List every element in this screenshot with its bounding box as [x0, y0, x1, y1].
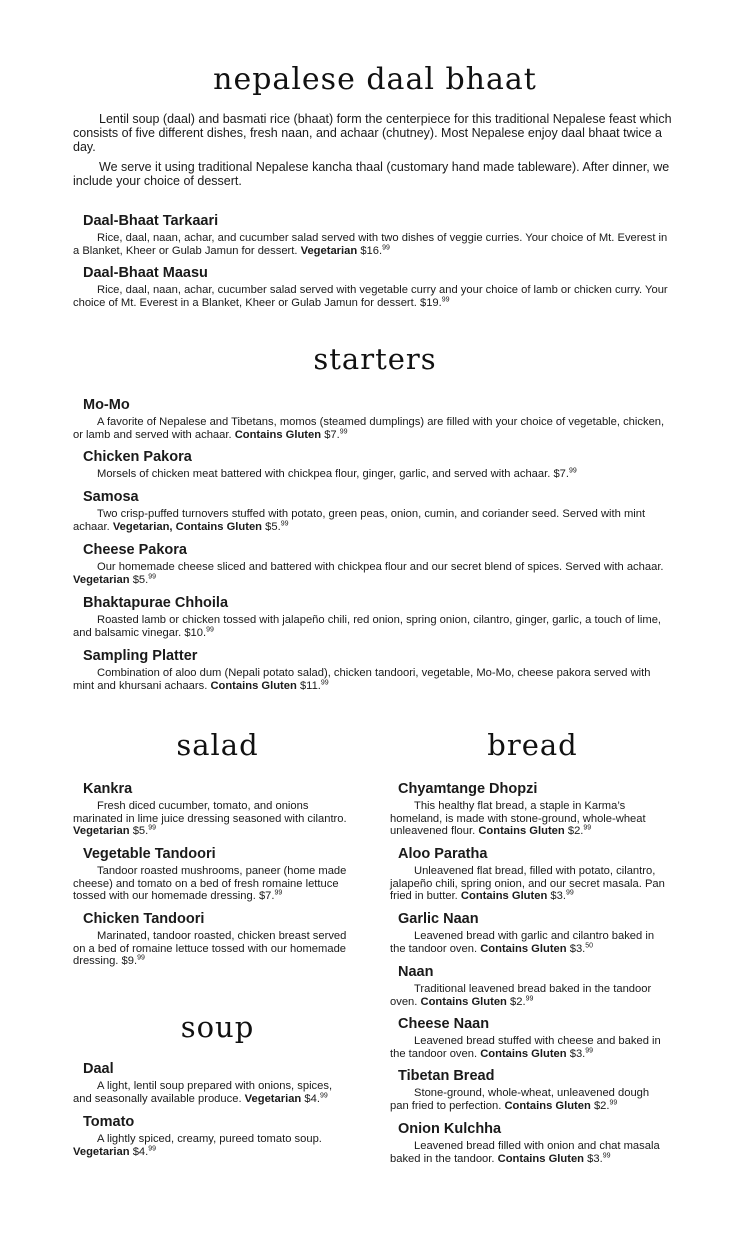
- item-name: Chicken Tandoori: [83, 911, 205, 927]
- item-description: Our homemade cheese sliced and battered with chickpea flour and our secret blend of spices. Served with achaar. Vegetarian $5.99: [73, 561, 664, 586]
- item-name: Tibetan Bread: [398, 1068, 495, 1084]
- item-description: A favorite of Nepalese and Tibetans, momos (steamed dumplings) are filled with your choice of vegetable, chicken, or lamb and served with achaar. Contains Gluten $7.99: [73, 416, 665, 441]
- item-price: $11.99: [299, 678, 329, 692]
- item-description: Two crisp-puffed turnovers stuffed with potato, green peas, onion, cumin, and coriander seed. Served with mint achaar. Vegetarian, Contains Gluten $5.99: [73, 508, 646, 533]
- menu-item: [390, 1015, 670, 1060]
- item-price: $2.99: [593, 1098, 618, 1112]
- item-price: $5.99: [132, 824, 157, 837]
- diet-tag: Contains Gluten: [497, 1152, 585, 1165]
- diet-tag: Vegetarian: [300, 244, 358, 257]
- item-name: Onion Kulchha: [398, 1121, 502, 1137]
- item-price: $9.99: [121, 954, 145, 967]
- item-description: This healthy flat bread, a staple in Karma’s homeland, is made with stone-ground, whole-wheat unleavened flour. Contains Gluten $2.99: [390, 800, 646, 837]
- item-description: Roasted lamb or chicken tossed with jalapeño chili, red onion, spring onion, cilantro, ginger, garlic, a touch of lime, and balsamic vinegar. $10.99: [73, 614, 662, 639]
- item-description: Leavened bread filled with onion and chat masala baked in the tandoor. Contains Gluten $3.99: [390, 1140, 660, 1165]
- menu-item: [73, 594, 673, 639]
- item-name: Aloo Paratha: [398, 846, 488, 862]
- menu-item: [73, 396, 673, 441]
- section-heading-daal-bhaat: nepalese daal bhaat: [213, 62, 537, 97]
- diet-tag: Contains Gluten: [210, 679, 297, 692]
- item-name: Vegetable Tandoori: [83, 846, 216, 862]
- item-name: Samosa: [83, 489, 139, 505]
- diet-tag: Contains Gluten: [480, 1047, 567, 1060]
- item-description: Fresh diced cucumber, tomato, and onions marinated in lime juice dressing seasoned with cilantro. Vegetarian $5.99: [73, 800, 347, 837]
- diet-tag: Vegetarian: [73, 825, 130, 837]
- item-description: Morsels of chicken meat battered with chickpea flour, ginger, garlic, and served with achaar. $7.99: [97, 467, 577, 480]
- item-price: $5.99: [132, 572, 157, 586]
- item-description: Combination of aloo dum (Nepali potato salad), chicken tandoori, vegetable, Mo-Mo, cheese pakora served with mint and khursani achaars. Contains Gluten $11.99: [73, 667, 651, 692]
- item-name: Naan: [398, 964, 434, 980]
- diet-tag: Contains Gluten: [234, 428, 322, 441]
- item-description: Leavened bread stuffed with cheese and baked in the tandoor oven. Contains Gluten $3.99: [390, 1035, 661, 1060]
- item-price: $16.99: [360, 243, 390, 257]
- menu-item: [73, 845, 348, 903]
- menu-item: [73, 541, 673, 586]
- intro-paragraph: We serve it using traditional Nepalese kancha thaal (customary hand made tableware). After dinner, we include your choice of dessert.: [73, 160, 670, 188]
- item-name: Chyamtange Dhopzi: [398, 781, 538, 797]
- menu-item: [390, 910, 670, 955]
- item-price: $4.99: [304, 1091, 328, 1105]
- item-description: Rice, daal, naan, achar, and cucumber salad served with two dishes of veggie curries. Your choice of Mt. Everest in a Blanket, Kheer or Gulab Jamun for dessert. Vegetarian $16.99: [73, 232, 668, 257]
- item-name: Kankra: [83, 781, 133, 797]
- item-name: Daal-Bhaat Maasu: [83, 265, 208, 281]
- diet-tag: Contains Gluten: [504, 1099, 591, 1112]
- item-description: Tandoor roasted mushrooms, paneer (home made cheese) and tomato on a bed of fresh romaine lettuce tossed with our homemade dressing. $7.99: [73, 865, 347, 902]
- item-name: Mo-Mo: [83, 397, 130, 413]
- section-heading-soup: soup: [180, 1010, 255, 1044]
- intro-text: [73, 112, 683, 194]
- item-description: Traditional leavened bread baked in the tandoor oven. Contains Gluten $2.99: [390, 983, 652, 1008]
- diet-tag: Contains Gluten: [478, 825, 565, 837]
- item-price: $7.99: [258, 889, 283, 902]
- menu-item: [73, 910, 348, 968]
- item-price: $3.99: [569, 1046, 594, 1060]
- item-price: $2.99: [567, 824, 592, 837]
- item-price: $3.99: [587, 1151, 611, 1165]
- menu-item: [390, 780, 670, 838]
- item-price: $4.99: [132, 1144, 157, 1158]
- menu-item: [73, 1060, 348, 1105]
- item-description: A lightly spiced, creamy, pureed tomato soup. Vegetarian $4.99: [73, 1133, 322, 1158]
- diet-tag: Vegetarian: [73, 573, 130, 586]
- item-description: Unleavened flat bread, filled with potato, cilantro, jalapeño chili, spring onion, and our secret masala. Pan fried in butter. Contains Gluten $3.99: [390, 865, 665, 902]
- menu-item: [73, 780, 348, 838]
- item-name: Tomato: [83, 1114, 135, 1130]
- item-name: Garlic Naan: [398, 911, 479, 927]
- item-description: Rice, daal, naan, achar, cucumber salad served with vegetable curry and your choice of lamb or chicken curry. Your choice of Mt. Everest in a Blanket, Kheer or Gulab Jamun for dessert. $19.99: [73, 284, 668, 309]
- diet-tag: Vegetarian, Contains Gluten: [112, 520, 263, 533]
- item-price: $2.99: [510, 994, 534, 1008]
- menu-item: [73, 264, 673, 309]
- menu-item: [390, 845, 670, 903]
- section-heading-bread: bread: [487, 728, 578, 762]
- item-description: Leavened bread with garlic and cilantro baked in the tandoor oven. Contains Gluten $3.50: [390, 930, 655, 955]
- menu-item: [73, 212, 673, 257]
- menu-item: [73, 647, 673, 692]
- item-price: $5.99: [265, 519, 289, 533]
- menu-item: [390, 1067, 670, 1112]
- item-name: Chicken Pakora: [83, 449, 192, 465]
- item-name: Cheese Naan: [398, 1016, 490, 1032]
- diet-tag: Vegetarian: [73, 1145, 130, 1158]
- item-description: Marinated, tandoor roasted, chicken breast served on a bed of romaine lettuce tossed with our homemade dressing. $9.99: [73, 930, 347, 967]
- item-description: Stone-ground, whole-wheat, unleavened dough pan fried to perfection. Contains Gluten $2.99: [390, 1087, 650, 1112]
- diet-tag: Contains Gluten: [460, 890, 548, 902]
- diet-tag: Contains Gluten: [480, 942, 567, 955]
- item-name: Daal: [83, 1061, 114, 1077]
- item-price: $10.99: [184, 625, 214, 639]
- item-price: $19.99: [419, 295, 450, 309]
- item-name: Cheese Pakora: [83, 542, 187, 558]
- menu-item: [390, 1120, 670, 1165]
- intro-paragraph: Lentil soup (daal) and basmati rice (bhaat) form the centerpiece for this traditional Nepalese feast which consists of five different dishes, fresh naan, and achaar (chutney). Most Nepalese enjoy daal bhaat twice a day.: [73, 112, 672, 154]
- menu-item: [83, 448, 673, 481]
- diet-tag: Contains Gluten: [420, 995, 507, 1008]
- item-price: $7.99: [553, 467, 577, 480]
- menu-item: [73, 488, 673, 533]
- menu-item: [390, 963, 670, 1008]
- diet-tag: Vegetarian: [244, 1092, 302, 1105]
- item-price: $3.99: [550, 889, 574, 902]
- section-heading-salad: salad: [176, 728, 259, 762]
- item-name: Bhaktapurae Chhoila: [83, 595, 229, 611]
- item-price: $7.99: [324, 427, 348, 441]
- item-price: $3.50: [569, 941, 594, 955]
- item-name: Daal-Bhaat Tarkaari: [83, 213, 219, 229]
- menu-item: [73, 1113, 348, 1158]
- section-heading-starters: starters: [313, 342, 437, 376]
- item-name: Sampling Platter: [83, 648, 198, 664]
- item-description: A light, lentil soup prepared with onions, spices, and seasonally available produce. Vegetarian $4.99: [73, 1080, 333, 1105]
